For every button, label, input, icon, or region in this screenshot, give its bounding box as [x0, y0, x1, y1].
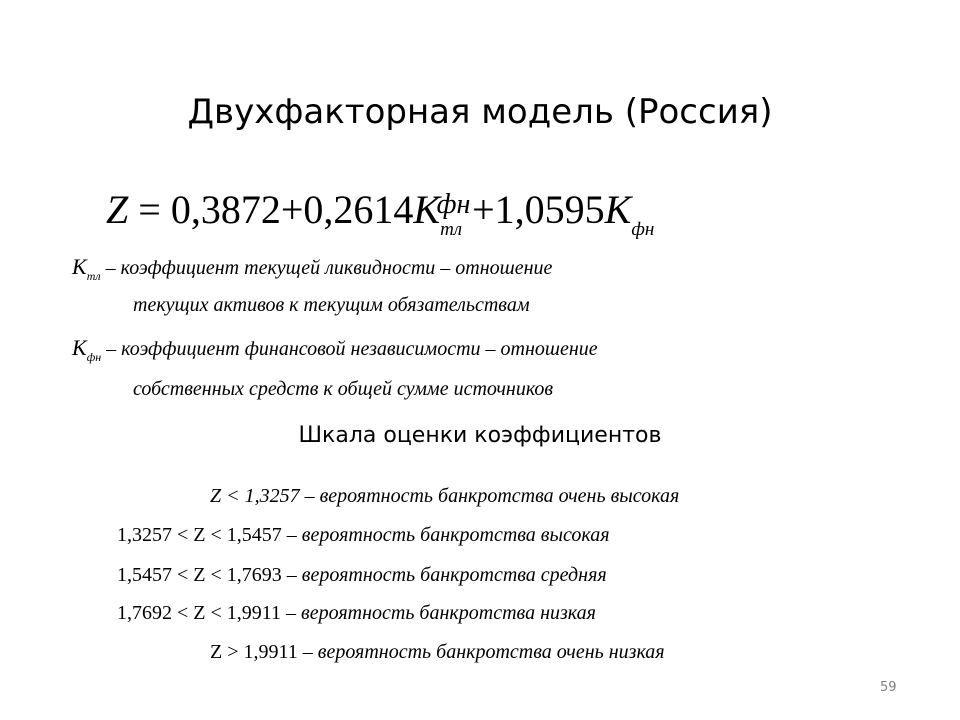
formula-equals: =: [138, 187, 161, 232]
scale-row: [117, 524, 610, 547]
page-number: 59: [880, 680, 897, 695]
definition-text: – коэффициент текущей ликвидности – отношение: [105, 257, 553, 279]
formula-coef-1: 0,2614: [303, 187, 414, 232]
scale-title: Шкала оценки коэффициентов: [298, 423, 662, 448]
definition-subscript: тл: [86, 269, 101, 283]
definition-subscript: фн: [86, 350, 102, 364]
scale-row: [117, 602, 596, 625]
slide-title: Двухфакторная модель (Россия): [187, 92, 773, 132]
formula-overlap-text: фн: [436, 189, 471, 220]
scale-description: – вероятность банкротства высокая: [286, 524, 610, 546]
scale-condition: Z < 1,3257: [210, 485, 300, 507]
scale-condition: 1,5457 < Z < 1,7693: [117, 564, 282, 586]
definition-kfn-continuation: собственных средств к общей сумме источников: [133, 378, 554, 400]
formula-lhs: Z: [106, 187, 129, 232]
formula-plus-2: +: [472, 187, 495, 232]
formula-var-1: K: [413, 187, 441, 232]
formula-var-2: K: [604, 187, 632, 232]
scale-description: – вероятность банкротства очень низкая: [302, 641, 665, 663]
formula-sub-2: фн: [631, 219, 655, 240]
definition-ktl: [72, 254, 552, 284]
definition-symbol: K: [72, 335, 87, 360]
scale-description: – вероятность банкротства очень высокая: [304, 485, 680, 507]
scale-row: [210, 641, 665, 664]
formula-constant: 0,3872: [170, 187, 281, 232]
scale-condition: 1,7692 < Z < 1,9911: [117, 602, 282, 624]
formula-plus-1: +: [280, 187, 304, 232]
definition-ktl-continuation: текущих активов к текущим обязательствам: [133, 294, 530, 316]
scale-row: [117, 564, 607, 587]
scale-condition: 1,3257 < Z < 1,5457: [117, 524, 282, 546]
definition-symbol: K: [72, 254, 87, 279]
scale-condition: Z > 1,9911: [210, 641, 298, 663]
scale-row: [210, 485, 679, 508]
scale-description: – вероятность банкротства средняя: [286, 564, 607, 586]
formula-coef-2: 1,0595: [494, 187, 605, 232]
definition-kfn: [72, 335, 598, 365]
definition-text: – коэффициент финансовой независимости – отношение: [106, 338, 598, 360]
scale-description: – вероятность банкротства низкая: [286, 602, 596, 624]
formula-sub-1: тл: [440, 219, 463, 240]
main-formula: [106, 186, 654, 241]
